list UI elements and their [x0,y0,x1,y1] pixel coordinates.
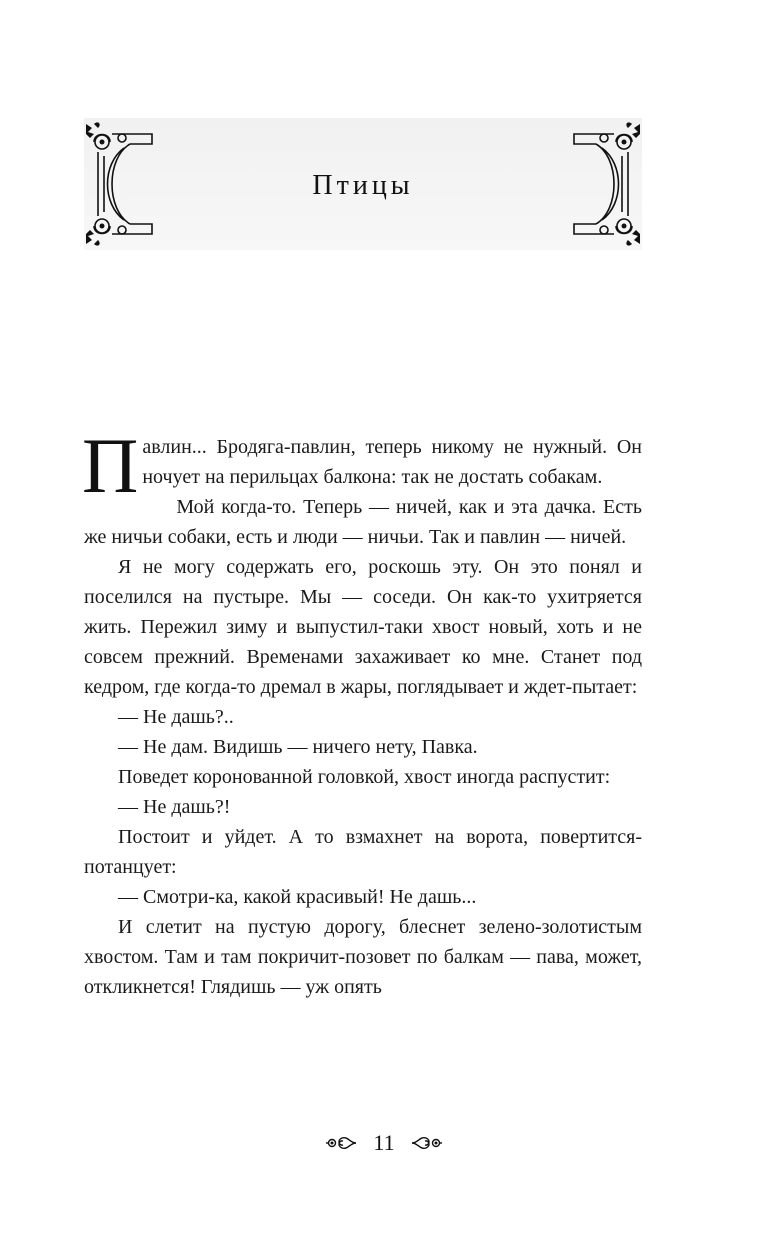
dialogue-line: — Не дашь?.. [118,706,234,728]
chapter-header [84,118,642,250]
chapter-text [82,422,642,1002]
page-number: 11 [373,1129,395,1155]
paragraph: Поведет коронованной головкой, хвост иногда распустит: [118,766,611,788]
corner-ornament-icon [568,118,642,250]
page-footer [0,1128,768,1156]
paragraph: Я не могу содержать его, роскошь эту. Он это понял и поселился на пустыре. Мы — соседи. Он как-то ухитряется жить. Пережил зиму и выпустил-таки хвост новый, хоть и не совсем прежний. Временами захаживает ко мне. Станет под кедром, где когда-то дремал в жары, поглядывает и ждет-пытает: [84,556,642,698]
dialogue-line: — Смотри-ка, какой красивый! Не дашь... [118,886,477,908]
paragraph: Мой когда-то. Теперь — ничей, как и эта дачка. Есть же ничьи собаки, есть и люди — ничьи. Так и павлин — ничей. [84,496,642,548]
paragraph-text: авлин... Бродяга-павлин, теперь никому не нужный. Он ночует на перильцах балкона: так не достать собакам. [142,436,642,488]
paragraph: Постоит и уйдет. А то взмахнет на ворота, повертится-потанцует: [84,826,642,878]
chapter-title: Птицы [312,170,414,201]
drop-cap: П [82,422,139,509]
flourish-icon [324,1132,358,1154]
dialogue-line: — Не дашь?! [118,796,231,818]
paragraph: И слетит на пустую дорогу, блеснет зелено-золотистым хвостом. Там и там покричит-позовет по балкам — пава, может, откликнется! Глядишь — уж опять [84,916,642,998]
dialogue-line: — Не дам. Видишь — ничего нету, Павка. [118,736,478,758]
flourish-icon [410,1132,444,1154]
paragraph [82,422,642,509]
